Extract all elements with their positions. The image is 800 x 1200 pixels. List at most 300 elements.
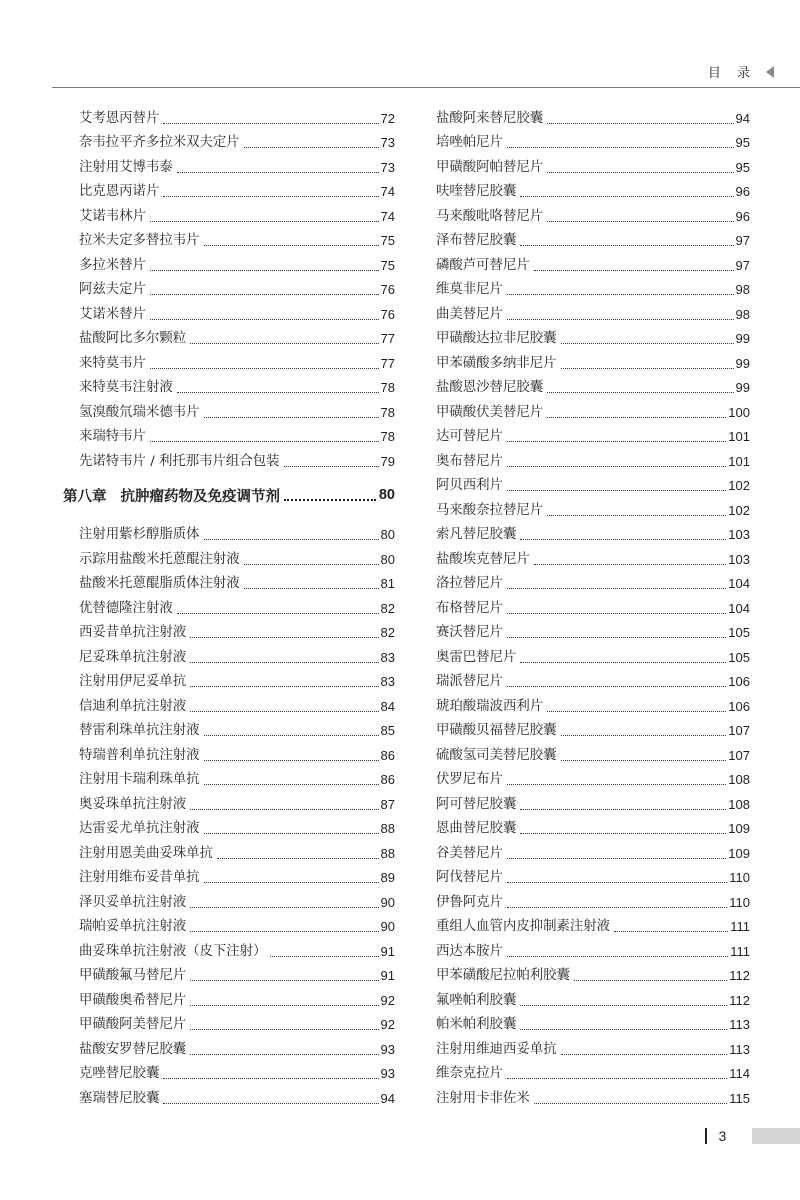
entry-title: 示踪用盐酸米托蒽醌注射液	[79, 551, 240, 567]
entry-page: 99	[735, 355, 750, 371]
toc-entry[interactable]	[79, 961, 395, 986]
entry-title: 盐酸米托蒽醌脂质体注射液	[79, 576, 240, 591]
entry-title: 先诺特韦片 / 利托那韦片组合包装	[79, 453, 280, 469]
toc-entry[interactable]	[436, 1034, 750, 1059]
entry-title: 马来酸吡咯替尼片	[436, 208, 544, 224]
toc-entry[interactable]	[436, 324, 750, 349]
entry-title: 注射用维布妥昔单抗	[79, 870, 200, 885]
entry-page: 77	[380, 355, 395, 371]
toc-entry[interactable]	[79, 373, 395, 398]
entry-page: 108	[728, 772, 750, 787]
toc-entry[interactable]	[79, 422, 395, 447]
entry-page: 103	[728, 527, 750, 542]
dot-leader	[561, 367, 734, 369]
toc-entry[interactable]	[436, 103, 750, 128]
toc-entry[interactable]	[436, 716, 750, 741]
toc-entry[interactable]	[79, 593, 395, 618]
toc-entry[interactable]	[436, 495, 750, 520]
entry-page: 102	[728, 502, 750, 518]
entry-title: 甲磺酸奥希替尼片	[79, 992, 187, 1008]
toc-entry[interactable]	[436, 1010, 750, 1035]
toc-entry[interactable]	[436, 1059, 750, 1084]
dot-leader	[204, 832, 379, 834]
dot-leader	[244, 146, 379, 148]
toc-entry[interactable]	[436, 128, 750, 153]
toc-entry[interactable]	[79, 446, 395, 471]
entry-page: 114	[729, 1066, 750, 1081]
entry-page: 91	[380, 968, 395, 983]
toc-entry[interactable]	[79, 1010, 395, 1035]
entry-title: 尼妥珠单抗注射液	[79, 649, 187, 665]
entry-page: 109	[728, 821, 750, 836]
chapter-title: 抗肿瘤药物及免疫调节剂	[120, 488, 280, 505]
entry-page: 75	[380, 233, 395, 248]
entry-title: 甲磺酸氟马替尼片	[79, 968, 187, 983]
entry-title: 谷美替尼片	[436, 845, 503, 861]
toc-entry[interactable]	[436, 789, 750, 814]
dot-leader	[574, 979, 727, 981]
entry-page: 92	[380, 1017, 395, 1032]
toc-entry[interactable]	[436, 838, 750, 863]
entry-title: 甲磺酸达拉非尼胶囊	[436, 331, 557, 346]
toc-entry[interactable]	[79, 177, 395, 202]
toc-entry[interactable]	[436, 765, 750, 790]
toc-entry[interactable]	[436, 887, 750, 912]
entry-page: 111	[730, 919, 750, 934]
dot-leader	[163, 1102, 378, 1104]
toc-entry[interactable]	[436, 422, 750, 447]
toc-entry[interactable]	[79, 201, 395, 226]
entry-title: 西妥昔单抗注射液	[79, 625, 187, 640]
entry-title: 氟唑帕利胶囊	[436, 992, 517, 1008]
dot-leader	[150, 220, 379, 222]
toc-entry[interactable]	[79, 642, 395, 667]
toc-entry[interactable]	[436, 348, 750, 373]
header-rule	[52, 87, 800, 88]
dot-leader	[150, 367, 379, 369]
toc-entry[interactable]	[79, 716, 395, 741]
entry-page: 86	[380, 772, 395, 787]
entry-page: 74	[380, 208, 395, 224]
toc-entry[interactable]	[79, 1059, 395, 1084]
entry-page: 76	[380, 306, 395, 322]
entry-title: 注射用艾博韦泰	[79, 159, 173, 175]
dot-leader	[547, 391, 733, 393]
entry-page: 111	[730, 943, 750, 959]
entry-title: 泽贝妥单抗注射液	[79, 894, 187, 910]
entry-page: 96	[735, 184, 750, 199]
entry-page: 80	[380, 551, 395, 567]
entry-page: 75	[380, 257, 395, 273]
toc-entry[interactable]	[436, 226, 750, 251]
dot-leader	[507, 465, 726, 467]
toc-entry[interactable]	[436, 936, 750, 961]
entry-page: 100	[728, 404, 750, 420]
dot-leader	[547, 171, 733, 173]
entry-page: 86	[380, 747, 395, 763]
entry-page: 109	[728, 845, 750, 861]
page-footer	[705, 1127, 800, 1145]
dot-leader	[190, 342, 378, 344]
toc-entry[interactable]	[436, 177, 750, 202]
entry-title: 瑞帕妥单抗注射液	[79, 919, 187, 934]
toc-entry[interactable]	[436, 471, 750, 496]
entry-title: 盐酸埃克替尼片	[436, 551, 530, 567]
entry-title: 达可替尼片	[436, 429, 503, 444]
dot-leader	[190, 710, 378, 712]
dot-leader	[614, 930, 728, 932]
entry-page: 92	[380, 992, 395, 1008]
toc-entry[interactable]	[436, 152, 750, 177]
entry-title: 甲苯磺酸多纳非尼片	[436, 355, 557, 371]
entry-page: 113	[729, 1017, 750, 1032]
toc-right-column	[436, 103, 750, 1108]
toc-entry[interactable]	[79, 1083, 395, 1108]
entry-page: 98	[735, 306, 750, 322]
toc-entry[interactable]	[79, 544, 395, 569]
entry-page: 106	[728, 674, 750, 689]
entry-title: 伊鲁阿克片	[436, 894, 503, 910]
toc-entry[interactable]	[79, 569, 395, 594]
dot-leader	[204, 244, 379, 246]
entry-page: 97	[735, 257, 750, 273]
entry-title: 注射用伊尼妥单抗	[79, 674, 187, 689]
entry-title: 信迪利单抗注射液	[79, 698, 187, 714]
toc-entry[interactable]	[436, 691, 750, 716]
entry-page: 90	[380, 894, 395, 910]
entry-title: 盐酸安罗替尼胶囊	[79, 1041, 187, 1057]
toc-entry[interactable]	[436, 544, 750, 569]
entry-title: 盐酸阿比多尔颗粒	[79, 331, 187, 346]
dot-leader	[507, 318, 734, 320]
entry-page: 82	[380, 625, 395, 640]
entry-title: 甲苯磺酸尼拉帕利胶囊	[436, 968, 570, 983]
dot-leader	[534, 1102, 728, 1104]
toc-left-column	[63, 103, 395, 1108]
entry-title: 重组人血管内皮抑制素注射液	[436, 919, 611, 934]
entry-page: 83	[380, 649, 395, 665]
dot-leader	[204, 538, 379, 540]
dot-leader	[507, 489, 726, 491]
toc-entry[interactable]	[436, 642, 750, 667]
running-header	[708, 62, 774, 81]
entry-title: 艾考恩丙替片	[79, 110, 160, 126]
dot-leader	[561, 759, 727, 761]
dot-leader	[150, 269, 379, 271]
toc-entry[interactable]	[436, 299, 750, 324]
dot-leader	[190, 661, 378, 663]
entry-title: 阿兹夫定片	[79, 282, 146, 297]
toc-entry[interactable]	[436, 593, 750, 618]
toc-entry[interactable]	[436, 275, 750, 300]
entry-page: 95	[735, 159, 750, 175]
toc-entry[interactable]	[79, 520, 395, 545]
dot-leader	[507, 857, 726, 859]
dot-leader	[534, 563, 727, 565]
entry-title: 盐酸恩沙替尼胶囊	[436, 380, 544, 395]
dot-leader	[507, 587, 726, 589]
entry-page: 89	[380, 870, 395, 885]
entry-page: 94	[735, 110, 750, 126]
toc-entry[interactable]	[436, 201, 750, 226]
toc-entry[interactable]	[79, 250, 395, 275]
chapter-number: 第八章	[63, 488, 107, 505]
entry-title: 来特莫韦片	[79, 355, 146, 371]
dot-leader	[190, 1004, 378, 1006]
dot-leader	[177, 171, 379, 173]
dot-leader	[507, 881, 727, 883]
toc-entry[interactable]	[436, 740, 750, 765]
toc-entry[interactable]	[79, 691, 395, 716]
dot-leader	[507, 685, 726, 687]
entry-title: 奥雷巴替尼片	[436, 649, 517, 665]
toc-entry[interactable]	[79, 618, 395, 643]
toc-entry[interactable]	[436, 569, 750, 594]
entry-page: 96	[735, 208, 750, 224]
entry-title: 达雷妥尤单抗注射液	[79, 821, 200, 836]
entry-page: 80	[380, 527, 395, 542]
entry-title: 马来酸奈拉替尼片	[436, 502, 544, 518]
entry-page: 98	[735, 282, 750, 297]
entry-page: 73	[380, 159, 395, 175]
dot-leader	[163, 195, 378, 197]
toc-entry[interactable]	[79, 740, 395, 765]
dot-leader	[561, 1053, 728, 1055]
chapter-heading[interactable]	[63, 471, 395, 520]
dot-leader	[547, 122, 733, 124]
dot-leader	[204, 881, 379, 883]
entry-page: 94	[380, 1090, 395, 1106]
entry-page: 110	[729, 894, 750, 910]
dot-leader	[204, 759, 379, 761]
toc-entry[interactable]	[436, 520, 750, 545]
toc-entry[interactable]	[79, 324, 395, 349]
toc-entry[interactable]	[79, 299, 395, 324]
toc-entry[interactable]	[436, 667, 750, 692]
dot-leader	[204, 416, 379, 418]
entry-page: 87	[380, 796, 395, 812]
entry-title: 注射用恩美曲妥珠单抗	[79, 845, 213, 861]
dot-leader	[217, 857, 379, 859]
entry-page: 79	[380, 453, 395, 469]
entry-page: 88	[380, 821, 395, 836]
toc-entry[interactable]	[79, 348, 395, 373]
footer-gray-block	[752, 1128, 800, 1144]
dot-leader	[244, 587, 379, 589]
entry-title: 泽布替尼胶囊	[436, 233, 517, 248]
dot-leader	[190, 1028, 378, 1030]
chapter-page: 80	[378, 487, 395, 503]
entry-title: 恩曲替尼胶囊	[436, 821, 517, 836]
entry-page: 115	[729, 1090, 750, 1106]
entry-title: 来瑞特韦片	[79, 429, 146, 444]
entry-page: 103	[728, 551, 750, 567]
toc-entry[interactable]	[79, 128, 395, 153]
entry-page: 97	[735, 233, 750, 248]
dot-leader	[190, 685, 378, 687]
entry-title: 呋喹替尼胶囊	[436, 184, 517, 199]
toc-entry[interactable]	[79, 936, 395, 961]
dot-leader	[163, 122, 378, 124]
toc-entry[interactable]	[436, 912, 750, 937]
entry-page: 74	[380, 184, 395, 199]
entry-page: 104	[728, 576, 750, 591]
entry-page: 76	[380, 282, 395, 297]
dot-leader	[507, 1077, 727, 1079]
entry-page: 106	[728, 698, 750, 714]
dot-leader	[204, 783, 379, 785]
entry-title: 特瑞普利单抗注射液	[79, 747, 200, 763]
entry-title: 洛拉替尼片	[436, 576, 503, 591]
toc-entry[interactable]	[79, 275, 395, 300]
dot-leader	[190, 636, 378, 638]
dot-leader	[507, 783, 726, 785]
entry-page: 93	[380, 1066, 395, 1081]
toc-entry[interactable]	[79, 103, 395, 128]
entry-title: 氢溴酸氘瑞米德韦片	[79, 404, 200, 420]
dot-leader	[507, 612, 726, 614]
dot-leader	[520, 244, 733, 246]
entry-page: 108	[728, 796, 750, 812]
dot-leader	[177, 391, 379, 393]
toc-entry[interactable]	[436, 250, 750, 275]
entry-title: 琥珀酸瑞波西利片	[436, 698, 544, 714]
toc-entry[interactable]	[79, 667, 395, 692]
entry-title: 注射用卡非佐米	[436, 1090, 530, 1106]
dot-leader	[547, 710, 726, 712]
toc-entry[interactable]	[79, 1034, 395, 1059]
entry-page: 72	[380, 110, 395, 126]
entry-title: 来特莫韦注射液	[79, 380, 173, 395]
entry-title: 注射用紫杉醇脂质体	[79, 527, 200, 542]
entry-page: 112	[729, 968, 750, 983]
entry-page: 107	[728, 747, 750, 763]
page-number: 3	[718, 1128, 727, 1144]
entry-title: 奥布替尼片	[436, 453, 503, 469]
entry-title: 注射用维迪西妥单抗	[436, 1041, 557, 1057]
dot-leader	[520, 1004, 727, 1006]
toc-entry[interactable]	[436, 863, 750, 888]
dot-leader	[150, 440, 379, 442]
entry-page: 93	[380, 1041, 395, 1057]
dot-leader	[507, 906, 727, 908]
toc-entry[interactable]	[79, 226, 395, 251]
toc-entry[interactable]	[436, 618, 750, 643]
toc-entry[interactable]	[79, 789, 395, 814]
entry-title: 奈韦拉平齐多拉米双夫定片	[79, 135, 240, 150]
toc-entry[interactable]	[79, 912, 395, 937]
dot-leader	[270, 955, 378, 957]
entry-title: 拉米夫定多替拉韦片	[79, 233, 200, 248]
toc-entry[interactable]	[79, 765, 395, 790]
entry-title: 维莫非尼片	[436, 282, 503, 297]
dot-leader	[534, 269, 734, 271]
dot-leader	[284, 465, 379, 467]
footer-divider	[705, 1128, 707, 1144]
dot-leader	[177, 612, 379, 614]
dot-leader	[520, 195, 733, 197]
entry-page: 101	[728, 453, 750, 469]
entry-page: 101	[728, 429, 750, 444]
dot-leader	[520, 538, 726, 540]
toc-entry[interactable]	[436, 961, 750, 986]
dot-leader	[520, 832, 726, 834]
entry-title: 赛沃替尼片	[436, 625, 503, 640]
entry-page: 77	[380, 331, 395, 346]
dot-leader	[150, 318, 379, 320]
entry-title: 甲磺酸阿美替尼片	[79, 1017, 187, 1032]
entry-page: 99	[735, 380, 750, 395]
dot-leader	[561, 734, 727, 736]
toc-entry[interactable]	[79, 397, 395, 422]
entry-page: 110	[729, 870, 750, 885]
dot-leader	[520, 808, 726, 810]
entry-page: 95	[735, 135, 750, 150]
dot-leader	[190, 808, 378, 810]
dot-leader	[547, 220, 733, 222]
toc-entry[interactable]	[79, 814, 395, 839]
entry-title: 阿可替尼胶囊	[436, 796, 517, 812]
dot-leader	[547, 416, 726, 418]
dot-leader	[520, 661, 726, 663]
toc-entry[interactable]	[436, 1083, 750, 1108]
entry-page: 105	[728, 625, 750, 640]
toc-entry[interactable]	[79, 863, 395, 888]
toc-entry[interactable]	[79, 887, 395, 912]
entry-title: 艾诺韦林片	[79, 208, 146, 224]
entry-title: 比克恩丙诺片	[79, 184, 160, 199]
toc-entry[interactable]	[436, 373, 750, 398]
dot-leader	[150, 293, 379, 295]
toc-entry[interactable]	[436, 985, 750, 1010]
dot-leader	[520, 1028, 727, 1030]
entry-title: 盐酸阿来替尼胶囊	[436, 110, 544, 126]
dot-leader	[190, 906, 378, 908]
entry-page: 83	[380, 674, 395, 689]
entry-title: 艾诺米替片	[79, 306, 146, 322]
toc-entry[interactable]	[436, 814, 750, 839]
dot-leader	[163, 1077, 378, 1079]
entry-page: 91	[380, 943, 395, 959]
toc-entry[interactable]	[79, 985, 395, 1010]
entry-page: 88	[380, 845, 395, 861]
entry-title: 奥妥珠单抗注射液	[79, 796, 187, 812]
dot-leader	[507, 293, 734, 295]
toc-entry[interactable]	[436, 397, 750, 422]
entry-title: 布格替尼片	[436, 600, 503, 616]
entry-title: 硫酸氢司美替尼胶囊	[436, 747, 557, 763]
entry-title: 克唑替尼胶囊	[79, 1066, 160, 1081]
entry-title: 索凡替尼胶囊	[436, 527, 517, 542]
entry-page: 105	[728, 649, 750, 665]
toc-entry[interactable]	[79, 838, 395, 863]
entry-page: 78	[380, 404, 395, 420]
header-title: 目 录	[707, 66, 756, 81]
toc-entry[interactable]	[436, 446, 750, 471]
entry-title: 甲磺酸阿帕替尼片	[436, 159, 544, 175]
entry-title: 阿伐替尼片	[436, 870, 503, 885]
entry-page: 90	[380, 919, 395, 934]
dot-leader	[507, 955, 728, 957]
dot-leader	[204, 734, 379, 736]
toc-entry[interactable]	[79, 152, 395, 177]
dot-leader	[190, 1053, 378, 1055]
entry-title: 磷酸芦可替尼片	[436, 257, 530, 273]
entry-page: 81	[380, 576, 395, 591]
entry-page: 73	[380, 135, 395, 150]
entry-title: 伏罗尼布片	[436, 772, 503, 787]
entry-page: 99	[735, 331, 750, 346]
